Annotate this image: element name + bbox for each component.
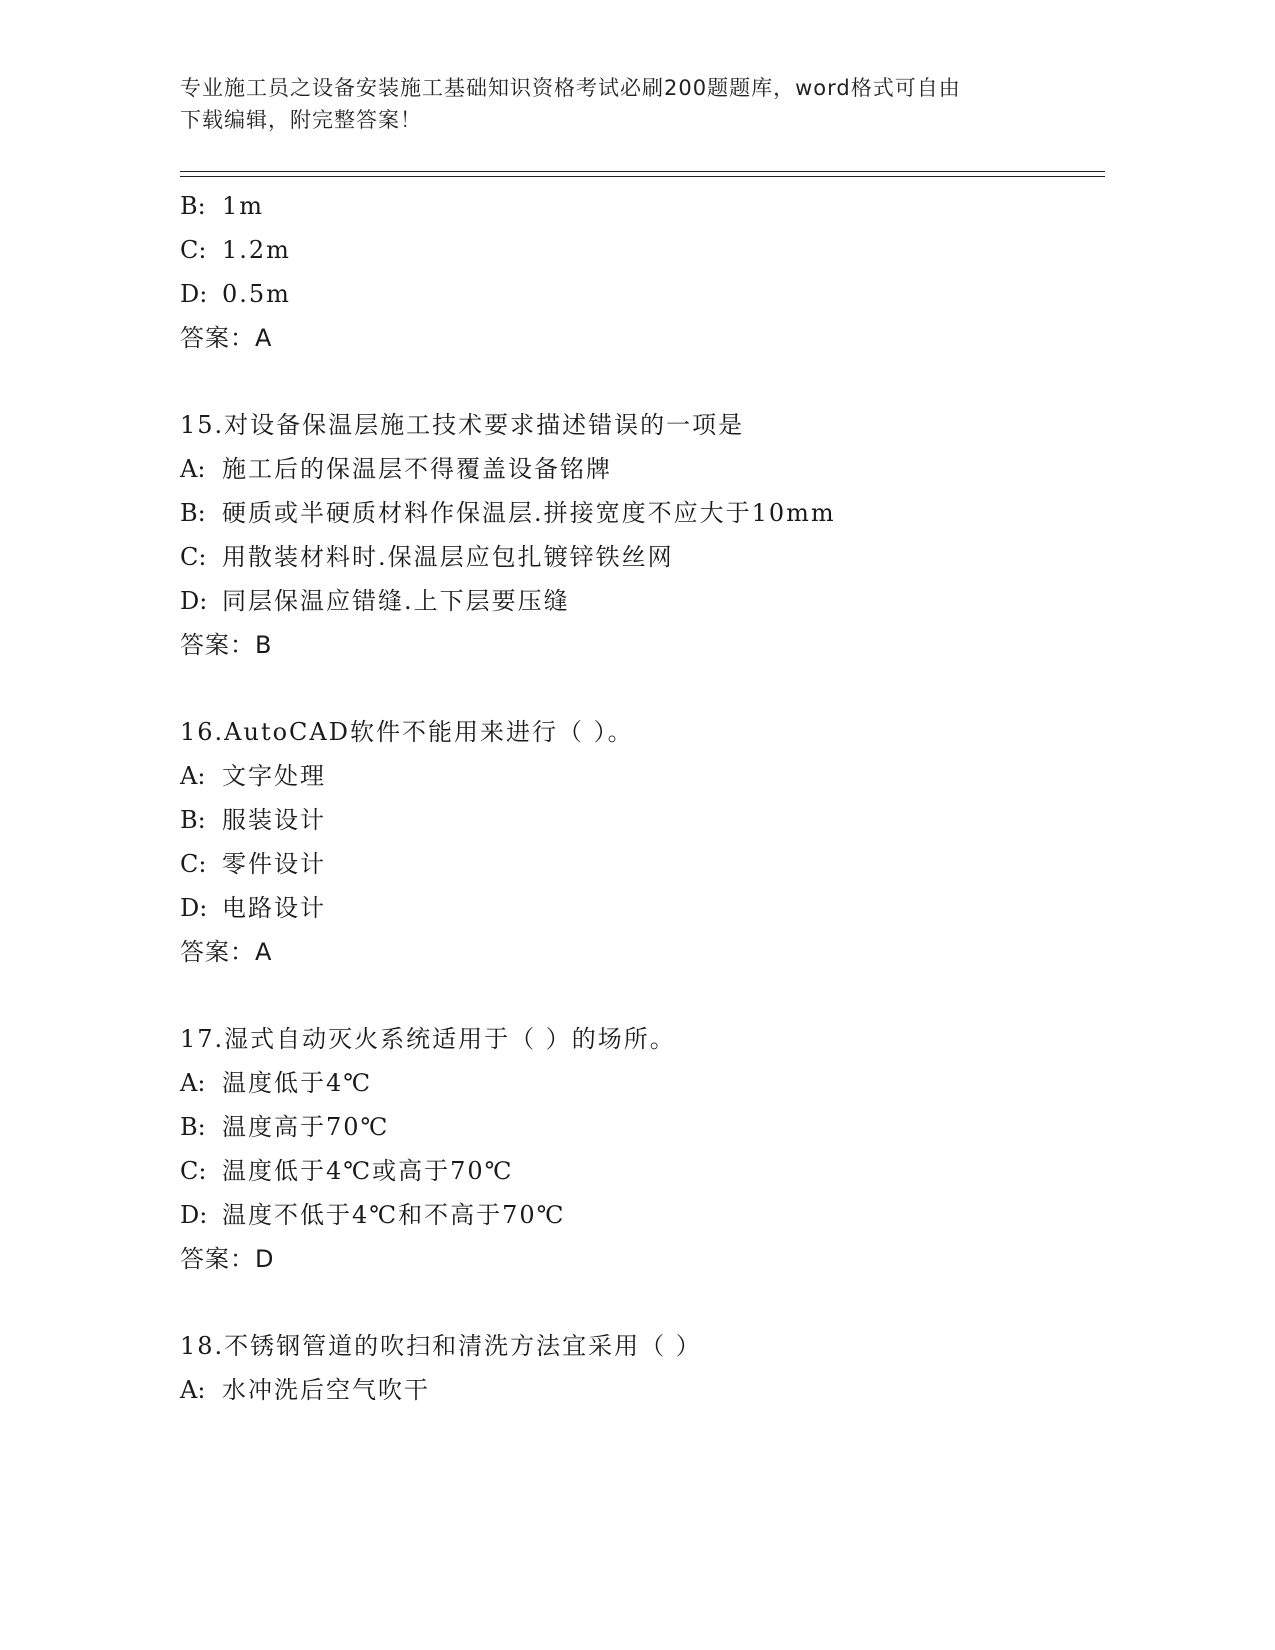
question-text: 15.对设备保温层施工技术要求描述错误的一项是 <box>180 411 745 439</box>
option-label: A: <box>180 455 206 483</box>
answer-line: 答案：B <box>180 631 273 659</box>
question-block <box>180 1017 1120 1281</box>
option-row <box>180 1149 1120 1193</box>
option-label: D: <box>180 1201 208 1229</box>
option-text: 温度低于4℃ <box>222 1069 373 1097</box>
question-block <box>180 1324 1120 1412</box>
header-rule-top <box>180 171 1105 172</box>
option-label: C: <box>180 236 207 264</box>
option-label: D: <box>180 280 208 308</box>
question-text: 16.AutoCAD软件不能用来进行（ ）。 <box>180 718 634 746</box>
option-row <box>180 842 1120 886</box>
answer-line: 答案：A <box>180 938 273 966</box>
option-row <box>180 1193 1120 1237</box>
option-row <box>180 579 1120 623</box>
option-label: D: <box>180 587 208 615</box>
header-line-2: 下载编辑，附完整答案！ <box>180 108 422 132</box>
option-label: C: <box>180 1157 207 1185</box>
option-text: 1m <box>222 192 265 220</box>
option-text: 温度低于4℃或高于70℃ <box>222 1157 514 1185</box>
option-label: A: <box>180 762 206 790</box>
option-label: B: <box>180 192 206 220</box>
option-text: 温度不低于4℃和不高于70℃ <box>222 1201 566 1229</box>
option-row <box>180 1368 1120 1412</box>
option-text: 0.5m <box>222 280 291 308</box>
option-text: 文字处理 <box>222 762 326 790</box>
option-text: 施工后的保温层不得覆盖设备铭牌 <box>222 455 612 483</box>
option-label: B: <box>180 1113 206 1141</box>
header-rule-bottom <box>180 176 1105 177</box>
option-text: 电路设计 <box>222 894 326 922</box>
question-text: 18.不锈钢管道的吹扫和清洗方法宜采用（ ） <box>180 1332 702 1360</box>
option-text: 水冲洗后空气吹干 <box>222 1376 430 1404</box>
question-block <box>180 184 1120 360</box>
option-label: B: <box>180 806 206 834</box>
option-row <box>180 272 1120 316</box>
option-row <box>180 1061 1120 1105</box>
option-label: C: <box>180 850 207 878</box>
option-row <box>180 228 1120 272</box>
question-list <box>180 184 1120 1412</box>
option-row <box>180 886 1120 930</box>
option-label: A: <box>180 1069 206 1097</box>
option-label: A: <box>180 1376 206 1404</box>
answer-line: 答案：D <box>180 1245 275 1273</box>
option-text: 用散装材料时.保温层应包扎镀锌铁丝网 <box>222 543 674 571</box>
option-label: C: <box>180 543 207 571</box>
option-label: D: <box>180 894 208 922</box>
option-row <box>180 447 1120 491</box>
option-label: B: <box>180 499 206 527</box>
option-row <box>180 798 1120 842</box>
document-header <box>180 72 1080 136</box>
option-text: 温度高于70℃ <box>222 1113 390 1141</box>
option-row <box>180 184 1120 228</box>
answer-line: 答案：A <box>180 324 273 352</box>
option-text: 零件设计 <box>222 850 326 878</box>
question-block <box>180 403 1120 667</box>
option-text: 硬质或半硬质材料作保温层.拼接宽度不应大于10mm <box>222 499 836 527</box>
option-text: 同层保温应错缝.上下层要压缝 <box>222 587 570 615</box>
option-text: 1.2m <box>222 236 291 264</box>
header-line-1: 专业施工员之设备安装施工基础知识资格考试必刷200题题库，word格式可自由 <box>180 76 961 100</box>
option-row <box>180 1105 1120 1149</box>
option-text: 服装设计 <box>222 806 326 834</box>
question-text: 17.湿式自动灭火系统适用于（ ）的场所。 <box>180 1025 676 1053</box>
option-row <box>180 754 1120 798</box>
question-block <box>180 710 1120 974</box>
option-row <box>180 535 1120 579</box>
option-row <box>180 491 1120 535</box>
